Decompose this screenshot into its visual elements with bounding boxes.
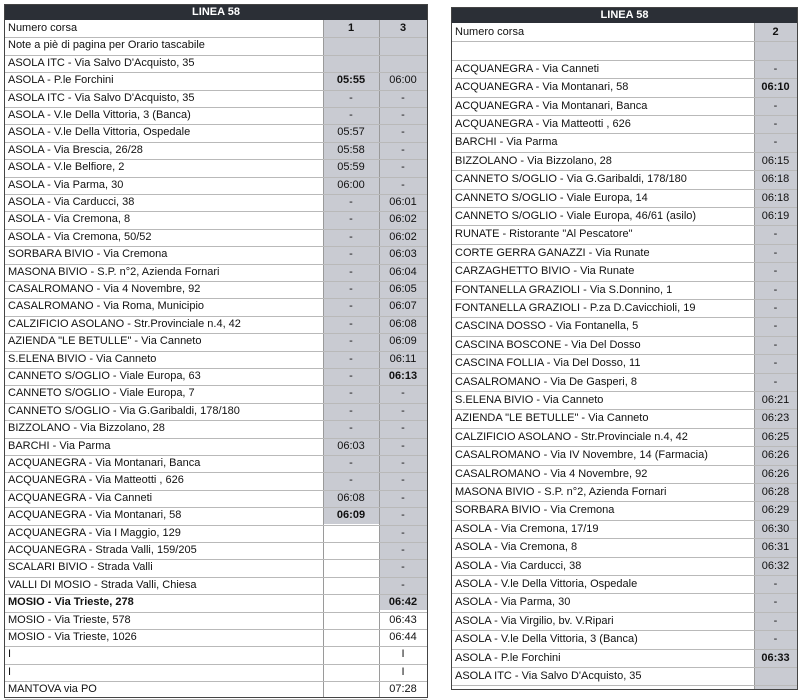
departure-time: - — [401, 474, 405, 487]
trip-number-header: 3 — [399, 22, 407, 34]
table-row — [452, 409, 797, 428]
stop-name: AZIENDA "LE BETULLE" - Via Canneto — [8, 335, 202, 348]
departure-time: 05:59 — [337, 161, 365, 174]
stop-name: CANNETO S/OGLIO - Viale Europa, 14 — [455, 191, 648, 204]
stop-name: ACQUANEGRA - Via Canneti — [455, 62, 600, 75]
stop-name: SCALARI BIVIO - Strada Valli — [8, 561, 153, 574]
table-row — [452, 170, 797, 189]
departure-time: - — [401, 561, 405, 574]
table-row — [452, 501, 797, 520]
departure-time: 06:19 — [761, 210, 790, 222]
departure-time: - — [349, 335, 353, 348]
stop-name: ASOLA - V.le Della Vittoria, Ospedale — [8, 126, 191, 139]
stop-name: ASOLA ITC - Via Salvo D'Acquisto, 35 — [8, 56, 195, 69]
departure-time: - — [401, 578, 405, 591]
departure-time: I — [401, 648, 405, 661]
table-row — [5, 177, 427, 195]
departure-time: I — [401, 665, 405, 678]
departure-time: - — [773, 578, 778, 590]
departure-time: 06:28 — [761, 486, 790, 498]
table-row — [5, 664, 427, 682]
departure-time: - — [401, 457, 405, 469]
table-row — [452, 630, 797, 649]
departure-time: - — [401, 387, 405, 400]
table-row — [452, 520, 797, 539]
table-row — [5, 646, 427, 664]
stop-name: S.ELENA BIVIO - Via Canneto — [8, 352, 157, 365]
table-row — [5, 385, 427, 403]
stop-name: ACQUANEGRA - Via Montanari, 58 — [455, 81, 629, 94]
table-row — [5, 72, 427, 90]
departure-time: - — [773, 136, 778, 149]
timetable-right — [451, 7, 798, 690]
departure-time: - — [773, 596, 778, 609]
table-row — [5, 298, 427, 316]
table-row — [5, 612, 427, 630]
departure-time: - — [773, 62, 778, 75]
stop-name: ACQUANEGRA - Via Matteotti , 626 — [8, 474, 184, 487]
departure-time: 06:18 — [761, 191, 790, 204]
table-row — [5, 351, 427, 369]
departure-time: - — [773, 338, 778, 351]
stop-name: ASOLA - Via Parma, 30 — [8, 178, 124, 191]
departure-time: - — [773, 375, 778, 388]
departure-time: - — [401, 526, 405, 539]
departure-time: 06:43 — [389, 613, 417, 626]
departure-time: 06:13 — [388, 370, 418, 382]
departure-time: - — [401, 544, 405, 556]
departure-time: - — [349, 109, 353, 121]
departure-time: - — [349, 213, 353, 226]
table-row — [452, 667, 797, 686]
departure-time: 06:05 — [389, 283, 417, 295]
departure-time: - — [773, 246, 778, 259]
departure-time: 06:00 — [389, 74, 417, 87]
table-row — [5, 594, 427, 612]
departure-time: - — [349, 265, 353, 278]
table-row — [452, 317, 797, 336]
table-row — [5, 37, 427, 55]
stop-name: ACQUANEGRA - Via Montanari, Banca — [455, 99, 648, 112]
stop-name: VALLI DI MOSIO - Strada Valli, Chiesa — [8, 578, 197, 591]
stop-name: ASOLA - V.le Belfiore, 2 — [8, 161, 125, 174]
table-row — [5, 368, 427, 386]
stop-name: MASONA BIVIO - S.P. n°2, Azienda Fornari — [455, 486, 667, 498]
table-row — [5, 577, 427, 595]
departure-time: - — [349, 300, 353, 313]
departure-time: - — [773, 302, 778, 314]
table-row — [5, 438, 427, 456]
stop-name: CALZIFICIO ASOLANO - Str.Provinciale n.4, 42 — [455, 430, 688, 443]
departure-time: - — [349, 457, 353, 469]
stop-name: CANNETO S/OGLIO - Viale Europa, 63 — [8, 370, 201, 382]
stop-name: BIZZOLANO - Via Bizzolano, 28 — [8, 422, 165, 435]
stop-name: CASCINA BOSCONE - Via Del Dosso — [455, 338, 641, 351]
stop-name: MOSIO - Via Trieste, 278 — [8, 596, 134, 609]
stop-name: MASONA BIVIO - S.P. n°2, Azienda Fornari — [8, 265, 220, 278]
stop-name: ASOLA - Via Cremona, 8 — [455, 541, 578, 554]
departure-time: 06:01 — [389, 196, 417, 208]
departure-time: 06:21 — [761, 394, 790, 406]
departure-time: 06:33 — [761, 651, 790, 664]
table-row — [5, 159, 427, 177]
departure-time: 06:44 — [389, 631, 417, 643]
departure-time: - — [349, 352, 353, 365]
table-row — [5, 420, 427, 438]
table-row — [452, 23, 797, 42]
departure-time: 06:08 — [389, 317, 417, 330]
departure-time: 06:09 — [336, 509, 366, 522]
stop-name: ASOLA - Via Cremona, 50/52 — [8, 230, 152, 243]
table-row — [452, 225, 797, 244]
stop-name: RUNATE - Ristorante "Al Pescatore" — [455, 228, 633, 241]
departure-time: 06:04 — [389, 265, 417, 278]
stop-name: SORBARA BIVIO - Via Cremona — [8, 248, 168, 261]
table-row — [452, 60, 797, 79]
trip-number-header: 2 — [772, 26, 779, 38]
stop-name: SORBARA BIVIO - Via Cremona — [455, 504, 615, 517]
stop-name: AZIENDA "LE BETULLE" - Via Canneto — [455, 412, 649, 425]
stop-name: I — [8, 665, 12, 678]
stop-name: ASOLA - Via Cremona, 8 — [8, 213, 131, 226]
departure-time: 06:23 — [761, 412, 790, 425]
stop-name: FONTANELLA GRAZIOLI - P.za D.Cavicchioli, 19 — [455, 302, 696, 314]
table-row — [452, 593, 797, 612]
departure-time: 05:57 — [337, 126, 365, 139]
stop-name: ASOLA - Via Carducci, 38 — [455, 559, 582, 572]
table-row — [5, 264, 427, 282]
departure-time: - — [401, 509, 405, 522]
stop-name: ASOLA - Via Parma, 30 — [455, 596, 571, 609]
stop-name: ACQUANEGRA - Via Montanari, 58 — [8, 509, 182, 522]
departure-time: 06:31 — [761, 541, 790, 554]
departure-time: - — [349, 387, 353, 400]
table-row — [452, 465, 797, 484]
departure-time: - — [773, 283, 778, 296]
table-row — [5, 559, 427, 577]
table-row — [452, 354, 797, 373]
stop-name: MANTOVA via PO — [8, 683, 97, 696]
table-row — [5, 142, 427, 160]
departure-time: 06:00 — [337, 178, 365, 191]
departure-time: - — [349, 248, 353, 261]
departure-time: - — [401, 404, 405, 417]
departure-time: 06:26 — [761, 467, 790, 480]
stop-name: I — [8, 648, 12, 661]
table-row — [452, 115, 797, 134]
departure-time: - — [773, 228, 778, 241]
table-row — [452, 391, 797, 410]
table-row — [5, 455, 427, 473]
table-row — [452, 133, 797, 152]
stop-name: CALZIFICIO ASOLANO - Str.Provinciale n.4, 42 — [8, 317, 241, 330]
table-row — [5, 681, 427, 699]
table-title: LINEA 58 — [5, 5, 427, 20]
table-row — [5, 525, 427, 543]
table-row — [452, 152, 797, 171]
departure-time: 06:32 — [761, 559, 790, 572]
stop-name: FONTANELLA GRAZIOLI - Via S.Donnino, 1 — [455, 283, 673, 296]
table-row — [452, 41, 797, 60]
table-row — [452, 649, 797, 668]
stop-name: ASOLA - V.le Della Vittoria, Ospedale — [455, 578, 638, 590]
departure-time: - — [401, 491, 405, 504]
departure-time: - — [401, 422, 405, 435]
stop-name: ACQUANEGRA - Strada Valli, 159/205 — [8, 544, 197, 556]
departure-time: - — [773, 320, 778, 333]
stop-name: ASOLA - Via Carducci, 38 — [8, 196, 135, 208]
departure-time: - — [401, 439, 405, 452]
stop-name: CASALROMANO - Via 4 Novembre, 92 — [8, 283, 201, 295]
table-row — [5, 507, 427, 525]
table-row — [5, 316, 427, 334]
stop-name: ASOLA - P.le Forchini — [8, 74, 114, 87]
stop-name: ASOLA - V.le Della Vittoria, 3 (Banca) — [8, 109, 191, 121]
stop-name: ASOLA - V.le Della Vittoria, 3 (Banca) — [455, 633, 638, 646]
departure-time: 06:09 — [389, 335, 417, 348]
table-row — [452, 207, 797, 226]
departure-time: 06:02 — [389, 230, 417, 243]
stop-name: CASCINA FOLLIA - Via Del Dosso, 11 — [455, 357, 641, 370]
table-row — [5, 124, 427, 142]
stop-name: MOSIO - Via Trieste, 1026 — [8, 631, 137, 643]
stop-name: CORTE GERRA GANAZZI - Via Runate — [455, 246, 650, 259]
departure-time: 06:18 — [761, 173, 790, 186]
stop-name: ACQUANEGRA - Via Canneti — [8, 491, 153, 504]
table-row — [5, 107, 427, 125]
table-row — [5, 211, 427, 229]
departure-time: - — [349, 91, 353, 104]
table-row — [5, 281, 427, 299]
table-row — [5, 229, 427, 247]
table-row — [452, 189, 797, 208]
departure-time: - — [401, 91, 405, 104]
departure-time: - — [349, 283, 353, 295]
stop-name: CANNETO S/OGLIO - Via G.Garibaldi, 178/180 — [8, 404, 240, 417]
table-row — [5, 333, 427, 351]
table-row — [452, 78, 797, 97]
timetable-left — [4, 4, 428, 698]
table-row — [5, 194, 427, 212]
departure-time: 06:11 — [389, 352, 417, 365]
stop-name: Note a piè di pagina per Orario tascabile — [8, 39, 205, 52]
table-row — [5, 472, 427, 490]
departure-time: - — [349, 370, 353, 382]
departure-time: 05:55 — [336, 74, 366, 87]
departure-time: 06:03 — [337, 439, 365, 452]
stop-name: CASCINA DOSSO - Via Fontanella, 5 — [455, 320, 639, 333]
stop-name: CASALROMANO - Via De Gasperi, 8 — [455, 375, 637, 388]
stop-name: ASOLA ITC - Via Salvo D'Acquisto, 35 — [8, 91, 195, 104]
stop-name: BARCHI - Via Parma — [455, 136, 558, 149]
stop-name: ASOLA - P.le Forchini — [455, 651, 561, 664]
table-title: LINEA 58 — [452, 8, 797, 23]
departure-time: - — [773, 357, 778, 370]
departure-time: - — [349, 230, 353, 243]
departure-time: - — [401, 161, 405, 174]
stop-name: ASOLA - Via Cremona, 17/19 — [455, 522, 599, 535]
table-row — [452, 299, 797, 318]
departure-time: 06:30 — [761, 522, 790, 535]
departure-time: - — [349, 317, 353, 330]
table-row — [452, 336, 797, 355]
table-row — [452, 557, 797, 576]
stop-name: Numero corsa — [455, 26, 525, 38]
stop-name: ASOLA - Via Virgilio, bv. V.Ripari — [455, 614, 614, 627]
table-row — [5, 490, 427, 508]
stop-name: ACQUANEGRA - Via Matteotti , 626 — [455, 118, 631, 130]
stop-name: ACQUANEGRA - Via Montanari, Banca — [8, 457, 201, 469]
departure-time: - — [349, 196, 353, 208]
table-row — [5, 90, 427, 108]
table-row — [452, 483, 797, 502]
departure-time: 06:29 — [761, 504, 790, 517]
stop-name: Numero corsa — [8, 22, 78, 34]
departure-time: - — [401, 143, 405, 156]
departure-time: - — [773, 614, 778, 627]
stop-name: BIZZOLANO - Via Bizzolano, 28 — [455, 154, 612, 167]
departure-time: - — [773, 633, 778, 646]
departure-time: - — [349, 422, 353, 435]
departure-time: 06:03 — [389, 248, 417, 261]
departure-time: - — [401, 126, 405, 139]
stop-name: ASOLA - Via Brescia, 26/28 — [8, 143, 143, 156]
table-row — [5, 55, 427, 73]
table-row — [5, 246, 427, 264]
departure-time: 06:10 — [761, 81, 790, 94]
stop-name: CASALROMANO - Via Roma, Municipio — [8, 300, 205, 313]
departure-time: 06:15 — [761, 154, 790, 167]
table-row — [452, 97, 797, 116]
table-row — [5, 403, 427, 421]
departure-time: 05:58 — [337, 143, 365, 156]
departure-time: 06:07 — [389, 300, 417, 313]
departure-time: - — [401, 178, 405, 191]
departure-time: 06:42 — [388, 596, 418, 609]
departure-time: 06:08 — [337, 491, 365, 504]
table-row — [452, 446, 797, 465]
departure-time: - — [773, 118, 778, 130]
table-row — [452, 428, 797, 447]
departure-time: - — [349, 474, 353, 487]
departure-time: 06:25 — [761, 430, 790, 443]
stop-name: ASOLA ITC - Via Salvo D'Acquisto, 35 — [455, 670, 642, 682]
table-row — [5, 629, 427, 647]
stop-name: CASALROMANO - Via IV Novembre, 14 (Farmacia) — [455, 449, 708, 462]
trip-number-header: 1 — [347, 22, 355, 34]
departure-time: 07:28 — [389, 683, 417, 696]
stop-name: ACQUANEGRA - Via I Maggio, 129 — [8, 526, 181, 539]
departure-time: 06:02 — [389, 213, 417, 226]
departure-time: - — [773, 265, 778, 278]
table-row — [452, 281, 797, 300]
stop-name: CANNETO S/OGLIO - Viale Europa, 46/61 (asilo) — [455, 210, 697, 222]
stop-name: CASALROMANO - Via 4 Novembre, 92 — [455, 467, 648, 480]
table-row — [452, 575, 797, 594]
table-row — [452, 262, 797, 281]
stop-name: CANNETO S/OGLIO - Viale Europa, 7 — [8, 387, 195, 400]
stop-name: S.ELENA BIVIO - Via Canneto — [455, 394, 604, 406]
departure-time: - — [349, 404, 353, 417]
table-row — [452, 244, 797, 263]
table-row — [452, 612, 797, 631]
departure-time: 06:26 — [761, 449, 790, 462]
stop-name: CANNETO S/OGLIO - Via G.Garibaldi, 178/180 — [455, 173, 687, 186]
stop-name: BARCHI - Via Parma — [8, 439, 111, 452]
table-row — [5, 542, 427, 560]
table-row — [452, 373, 797, 392]
departure-time: - — [401, 109, 405, 121]
stop-name: CARZAGHETTO BIVIO - Via Runate — [455, 265, 635, 278]
stop-name: MOSIO - Via Trieste, 578 — [8, 613, 131, 626]
table-row — [452, 538, 797, 557]
departure-time: - — [773, 99, 778, 112]
